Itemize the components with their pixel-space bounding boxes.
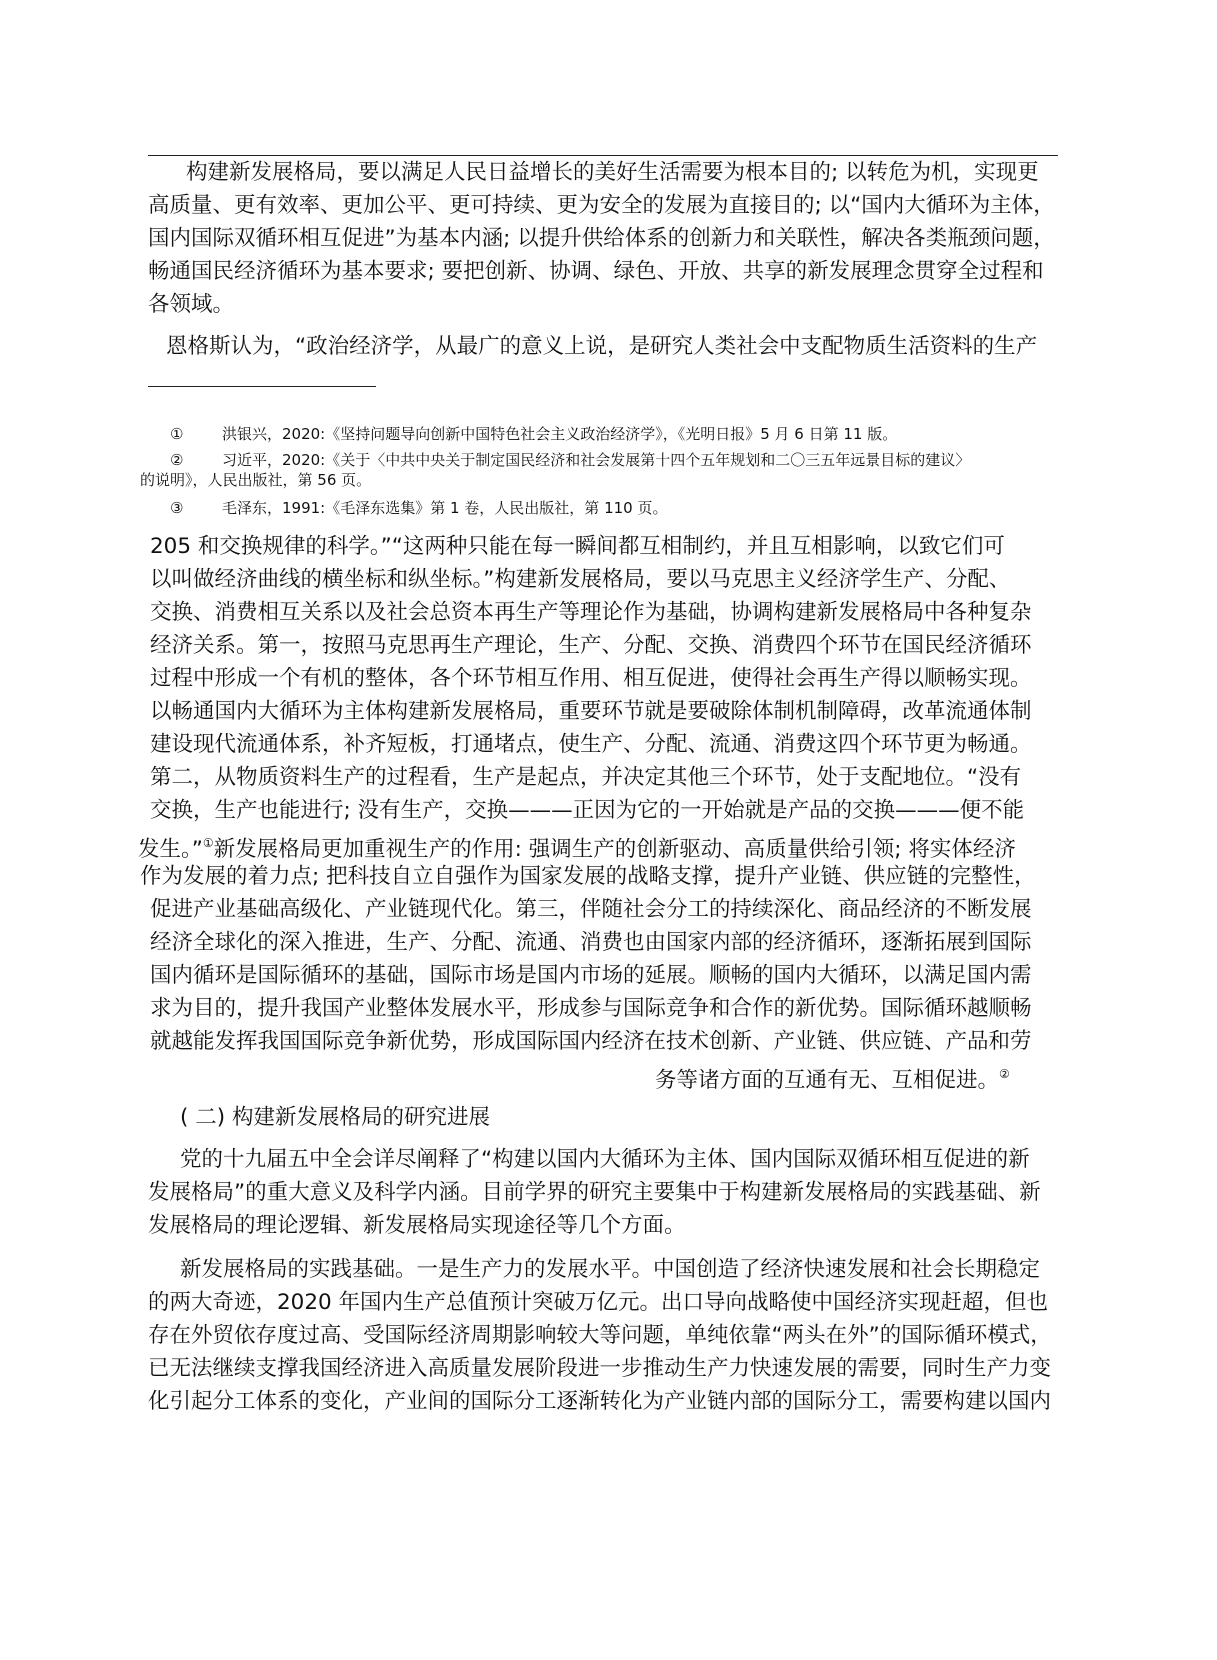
- para1-line-5: 各领域。: [148, 292, 235, 317]
- footnote-ref-1: ①: [202, 836, 214, 850]
- para2-line-8: 建设现代流通体系，补齐短板，打通堵点，使生产、分配、流通、消费这四个环节更为畅通。: [150, 732, 1032, 757]
- para4-line-3: 存在外贸依存度过高、受国际经济周期影响较大等问题，单纯依靠“两头在外”的国际循环模式，: [148, 1323, 1052, 1348]
- para2-line-3: 以叫做经济曲线的横坐标和纵坐标。”构建新发展格局，要以马克思主义经济学生产、分配、: [150, 567, 1011, 592]
- para4-line-1: 新发展格局的实践基础。一是生产力的发展水平。中国创造了经济快速发展和社会长期稳定: [180, 1257, 1041, 1282]
- para2-line-18: [655, 1058, 1060, 1097]
- para2-line-16: 求为目的，提升我国产业整体发展水平，形成参与国际竞争和合作的新优势。国际循环越顺畅: [150, 996, 1032, 1021]
- footnote-2-mark: ②: [170, 451, 184, 469]
- footnote-3-mark: ③: [170, 499, 184, 517]
- para1-line-4: 畅通国民经济循环为基本要求; 要把创新、协调、绿色、开放、共享的新发展理念贯穿全过程和: [148, 259, 1044, 284]
- para2-line-5: 经济关系。第一，按照马克思再生产理论，生产、分配、交换、消费四个环节在国民经济循环: [150, 633, 1032, 658]
- footnote-1-text: 洪银兴，2020:《坚持问题导向创新中国特色社会主义政治经济学》，《光明日报》5 月 6 日第 11 版。: [222, 425, 898, 443]
- para2-line-2: 205 和交换规律的科学。”“这两种只能在每一瞬间都互相制约，并且互相影响，以致它们可: [150, 534, 1005, 559]
- para1-line-1: 构建新发展格局，要以满足人民日益增长的美好生活需要为根本目的; 以转危为机，实现更: [186, 160, 1039, 185]
- para2-line-1: 恩格斯认为，“政治经济学，从最广的意义上说，是研究人类社会中支配物质生活资料的生产: [166, 334, 1038, 359]
- para4-line-5: 化引起分工体系的变化，产业间的国际分工逐渐转化为产业链内部的国际分工，需要构建以国内: [148, 1389, 1052, 1414]
- para1-line-2: 高质量、更有效率、更加公平、更可持续、更为安全的发展为直接目的; 以“国内大循环为主体，: [148, 193, 1055, 218]
- para2-line-10: 交换，生产也能进行; 没有生产，交换———正因为它的一开始就是产品的交换———便不能: [150, 798, 1025, 823]
- para4-line-2: 的两大奇迹，2020 年国内生产总值预计突破万亿元。出口导向战略使中国经济实现赶超，但也: [148, 1290, 1049, 1315]
- para2-line-17: 就越能发挥我国国际竞争新优势，形成国际国内经济在技术创新、产业链、供应链、产品和劳: [150, 1029, 1032, 1054]
- footnote-2-text-cont: 的说明》，人民出版社，第 56 页。: [140, 471, 372, 489]
- para3-line-2: 发展格局”的重大意义及科学内涵。目前学界的研究主要集中于构建新发展格局的实践基础、新: [148, 1180, 1041, 1205]
- para4-line-4: 已无法继续支撑我国经济进入高质量发展阶段进一步推动生产力快速发展的需要，同时生产力变: [148, 1356, 1052, 1381]
- para2-line-12: 作为发展的着力点; 把科技自立自强作为国家发展的战略支撑，提升产业链、供应链的完整性，: [140, 864, 1036, 889]
- para1-line-3: 国内国际双循环相互促进”为基本内涵; 以提升供给体系的创新力和关联性，解决各类瓶颈问题，: [148, 226, 1055, 251]
- quote-end-text: 发生。”: [138, 837, 203, 862]
- para2-line-15: 国内循环是国际循环的基础，国际市场是国内市场的延展。顺畅的国内大循环，以满足国内需: [150, 963, 1032, 988]
- para2-line-6: 过程中形成一个有机的整体，各个环节相互作用、相互促进，使得社会再生产得以顺畅实现。: [150, 666, 1032, 691]
- para2-line-14: 经济全球化的深入推进，生产、分配、流通、消费也由国家内部的经济循环，逐渐拓展到国际: [150, 930, 1032, 955]
- para3-line-3: 发展格局的理论逻辑、新发展格局实现途径等几个方面。: [148, 1213, 686, 1238]
- para2-line-7: 以畅通国内大循环为主体构建新发展格局，重要环节就是要破除体制机制障碍，改革流通体制: [150, 699, 1032, 724]
- para2-last-text: 务等诸方面的互通有无、互相促进。: [655, 1068, 1000, 1093]
- footnote-2-text: 习近平，2020:《关于〈中共中央关于制定国民经济和社会发展第十四个五年规划和二〇三五年远景目标的建议〉: [222, 451, 971, 469]
- footnote-rule: [148, 386, 376, 387]
- section-heading: ( 二) 构建新发展格局的研究进展: [180, 1105, 490, 1130]
- para2-line-11-rest: 新发展格局更加重视生产的作用: 强调生产的创新驱动、高质量供给引领; 将实体经济: [213, 837, 1016, 862]
- footnote-ref-2: ②: [999, 1067, 1010, 1081]
- para2-line-4: 交换、消费相互关系以及社会总资本再生产等理论作为基础，协调构建新发展格局中各种复杂: [150, 600, 1032, 625]
- para2-line-9: 第二，从物质资料生产的过程看，生产是起点，并决定其他三个环节，处于支配地位。“没有: [150, 765, 1022, 790]
- para3-line-1: 党的十九届五中全会详尽阐释了“构建以国内大循环为主体、国内国际双循环相互促进的新: [180, 1147, 1030, 1172]
- para2-line-13: 促进产业基础高级化、产业链现代化。第三，伴随社会分工的持续深化、商品经济的不断发展: [150, 897, 1032, 922]
- footnote-1-mark: ①: [170, 425, 184, 443]
- footnote-3-text: 毛泽东，1991:《毛泽东选集》第 1 卷，人民出版社，第 110 页。: [222, 499, 668, 517]
